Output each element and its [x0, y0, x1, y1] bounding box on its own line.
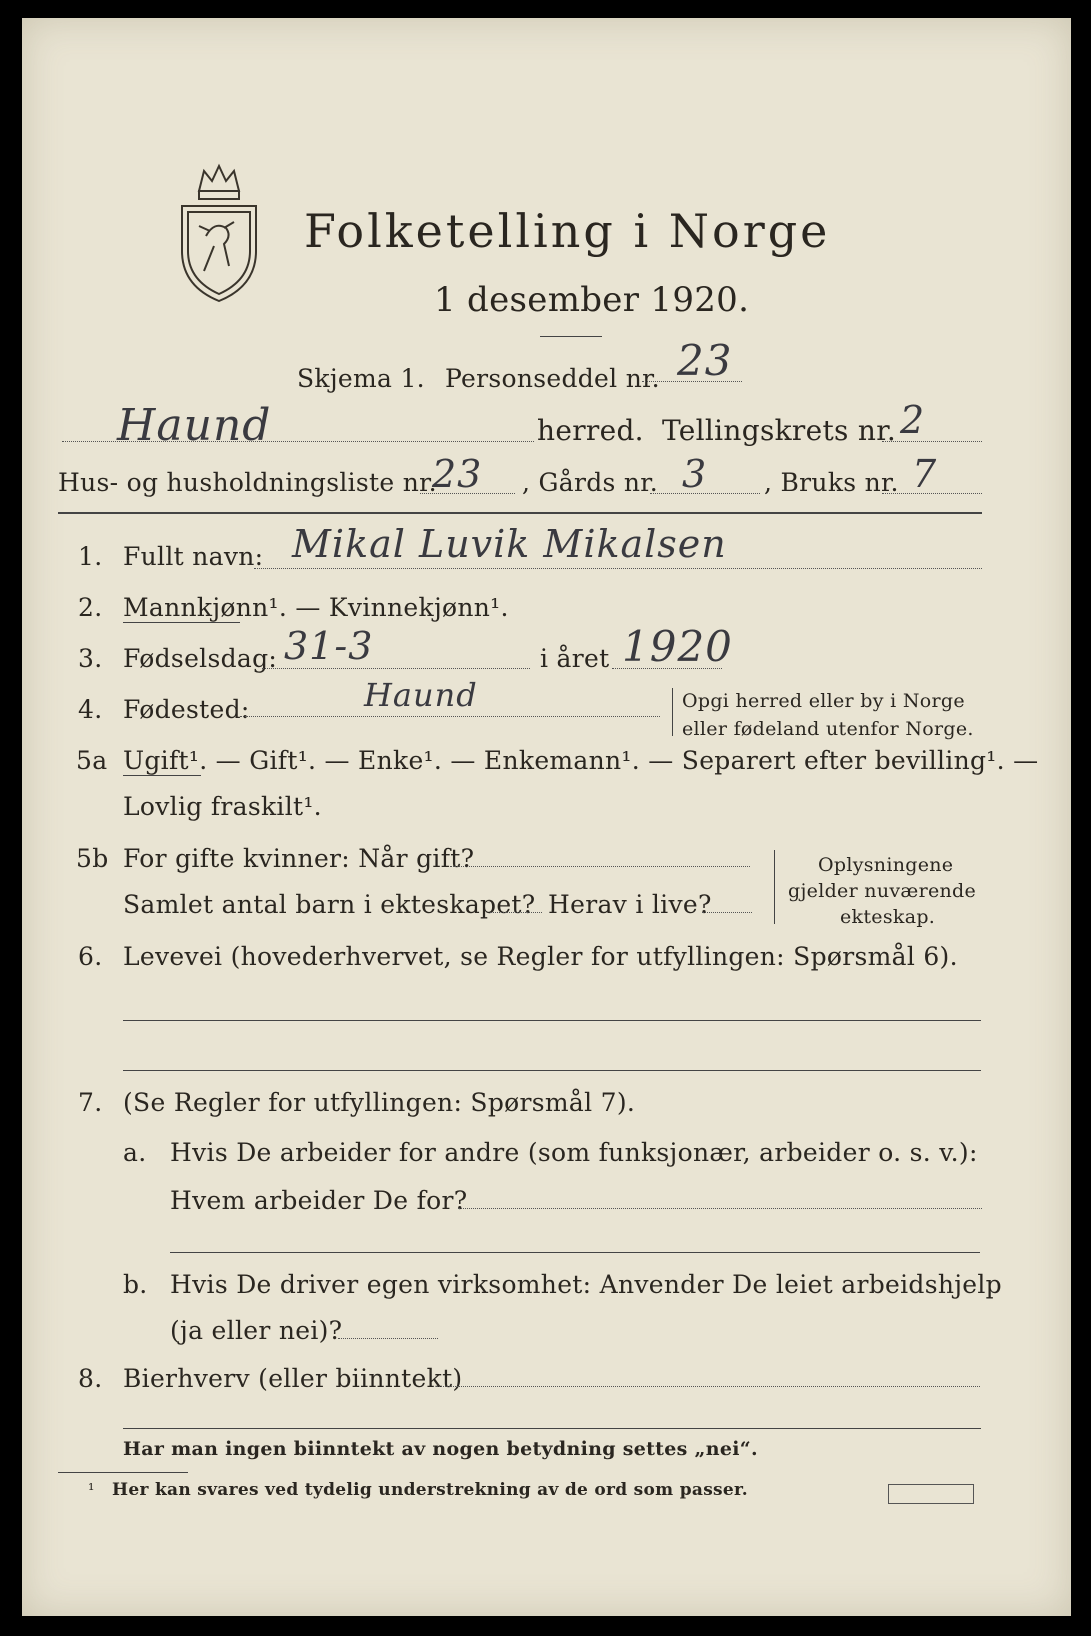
q5b-number: 5b	[76, 844, 109, 873]
herred-value: Haund	[117, 400, 272, 451]
birth-year-line	[612, 668, 722, 669]
q5b-note-line3: ekteskap.	[840, 906, 936, 928]
occupation-line-2	[123, 1070, 981, 1071]
side-income-line-2	[123, 1428, 981, 1429]
gards-label: , Gårds nr.	[522, 468, 659, 497]
q6-label: Levevei (hovederhvervet, se Regler for utfyllingen: Spørsmål 6).	[123, 942, 958, 971]
q5b-note-brace	[774, 850, 775, 924]
bruks-line	[882, 493, 982, 494]
header-divider	[58, 512, 982, 514]
q7b-yes-no-label: (ja eller nei)?	[170, 1316, 343, 1345]
birthplace-value: Haund	[364, 676, 478, 714]
full-name-line	[254, 568, 982, 569]
personseddel-line	[642, 381, 742, 382]
children-line	[490, 912, 542, 913]
schema-label: Skjema 1.	[297, 364, 425, 393]
q7-label: (Se Regler for utfyllingen: Spørsmål 7).	[123, 1088, 636, 1117]
q5b-label: For gifte kvinner: Når gift?	[123, 844, 475, 873]
ugift-underline	[123, 775, 201, 776]
birthdate-value: 31-3	[284, 624, 374, 668]
q4-note-brace	[672, 688, 673, 736]
q4-number: 4.	[78, 695, 103, 724]
herred-label: herred.	[537, 414, 644, 447]
gards-value: 3	[682, 452, 708, 496]
husliste-value: 23	[432, 452, 483, 496]
q5a-number: 5a	[76, 746, 108, 775]
employer-line	[458, 1208, 982, 1209]
employer-line-2	[170, 1252, 980, 1253]
footnote-mark: ¹	[88, 1480, 95, 1499]
herred-line	[62, 441, 534, 442]
tellingskrets-label: Tellingskrets nr.	[662, 414, 897, 447]
q7-number: 7.	[78, 1088, 103, 1117]
no-income-note: Har man ingen biinntekt av nogen betydning settes „nei“.	[123, 1438, 758, 1460]
q3-number: 3.	[78, 644, 103, 673]
footnote-text: Her kan svares ved tydelig understrekning av de ord som passer.	[112, 1480, 748, 1500]
full-name-value: Mikal Luvik Mikalsen	[292, 522, 727, 566]
birthdate-line	[262, 668, 530, 669]
q7a-label: Hvis De arbeider for andre (som funksjonær, arbeider o. s. v.):	[170, 1138, 978, 1167]
q5b-note-line1: Oplysningene	[818, 854, 954, 876]
q7b-letter: b.	[123, 1270, 148, 1299]
form-title: Folketelling i Norge	[304, 204, 831, 258]
married-when-line	[450, 866, 750, 867]
q2-gender-options: Mannkjønn¹. — Kvinnekjønn¹.	[123, 593, 509, 622]
q2-number: 2.	[78, 593, 103, 622]
tellingskrets-value: 2	[900, 398, 926, 442]
birthplace-line	[240, 716, 660, 717]
personseddel-value: 23	[677, 336, 733, 385]
q3-label: Fødselsdag:	[123, 644, 278, 673]
birth-year-value: 1920	[622, 622, 733, 671]
census-form-page	[22, 18, 1071, 1616]
q5a-marital-options-2: Lovlig fraskilt¹.	[123, 792, 322, 821]
q7a-employer-label: Hvem arbeider De for?	[170, 1186, 468, 1215]
husliste-label: Hus- og husholdningsliste nr.	[58, 468, 437, 497]
q7b-label: Hvis De driver egen virksomhet: Anvender De leiet arbeidshjelp	[170, 1270, 1002, 1299]
tellingskrets-line	[882, 441, 982, 442]
side-income-line	[436, 1386, 980, 1387]
q7a-letter: a.	[123, 1138, 147, 1167]
q4-note-line1: Opgi herred eller by i Norge	[682, 690, 965, 712]
q8-number: 8.	[78, 1364, 103, 1393]
q5b-note-line2: gjelder nuværende	[788, 880, 977, 902]
yes-no-line	[338, 1338, 438, 1339]
husliste-line	[420, 493, 515, 494]
q4-note-line2: eller fødeland utenfor Norge.	[682, 718, 974, 740]
personseddel-label: Personseddel nr.	[445, 364, 660, 393]
q5a-marital-options: Ugift¹. — Gift¹. — Enke¹. — Enkemann¹. — Separert efter bevilling¹. —	[123, 746, 1039, 775]
footnote-divider	[58, 1472, 188, 1473]
alive-line	[702, 912, 752, 913]
gards-line	[650, 493, 760, 494]
norwegian-coat-of-arms-icon	[174, 156, 264, 306]
title-divider	[540, 336, 602, 337]
q5b-alive-label: Herav i live?	[548, 890, 712, 919]
q3-year-label: i året	[540, 644, 610, 673]
mannkjonn-underline	[123, 622, 240, 623]
occupation-line-1	[123, 1020, 981, 1021]
form-date: 1 desember 1920.	[434, 280, 750, 320]
q5b-children-label: Samlet antal barn i ekteskapet?	[123, 890, 536, 919]
bruks-label: , Bruks nr.	[764, 468, 899, 497]
q1-number: 1.	[78, 542, 103, 571]
q4-label: Fødested:	[123, 695, 250, 724]
q1-label: Fullt navn:	[123, 542, 264, 571]
q8-label: Bierhverv (eller biinntekt)	[123, 1364, 463, 1393]
printer-stamp-icon	[888, 1484, 974, 1504]
q6-number: 6.	[78, 942, 103, 971]
bruks-value: 7	[912, 452, 938, 496]
